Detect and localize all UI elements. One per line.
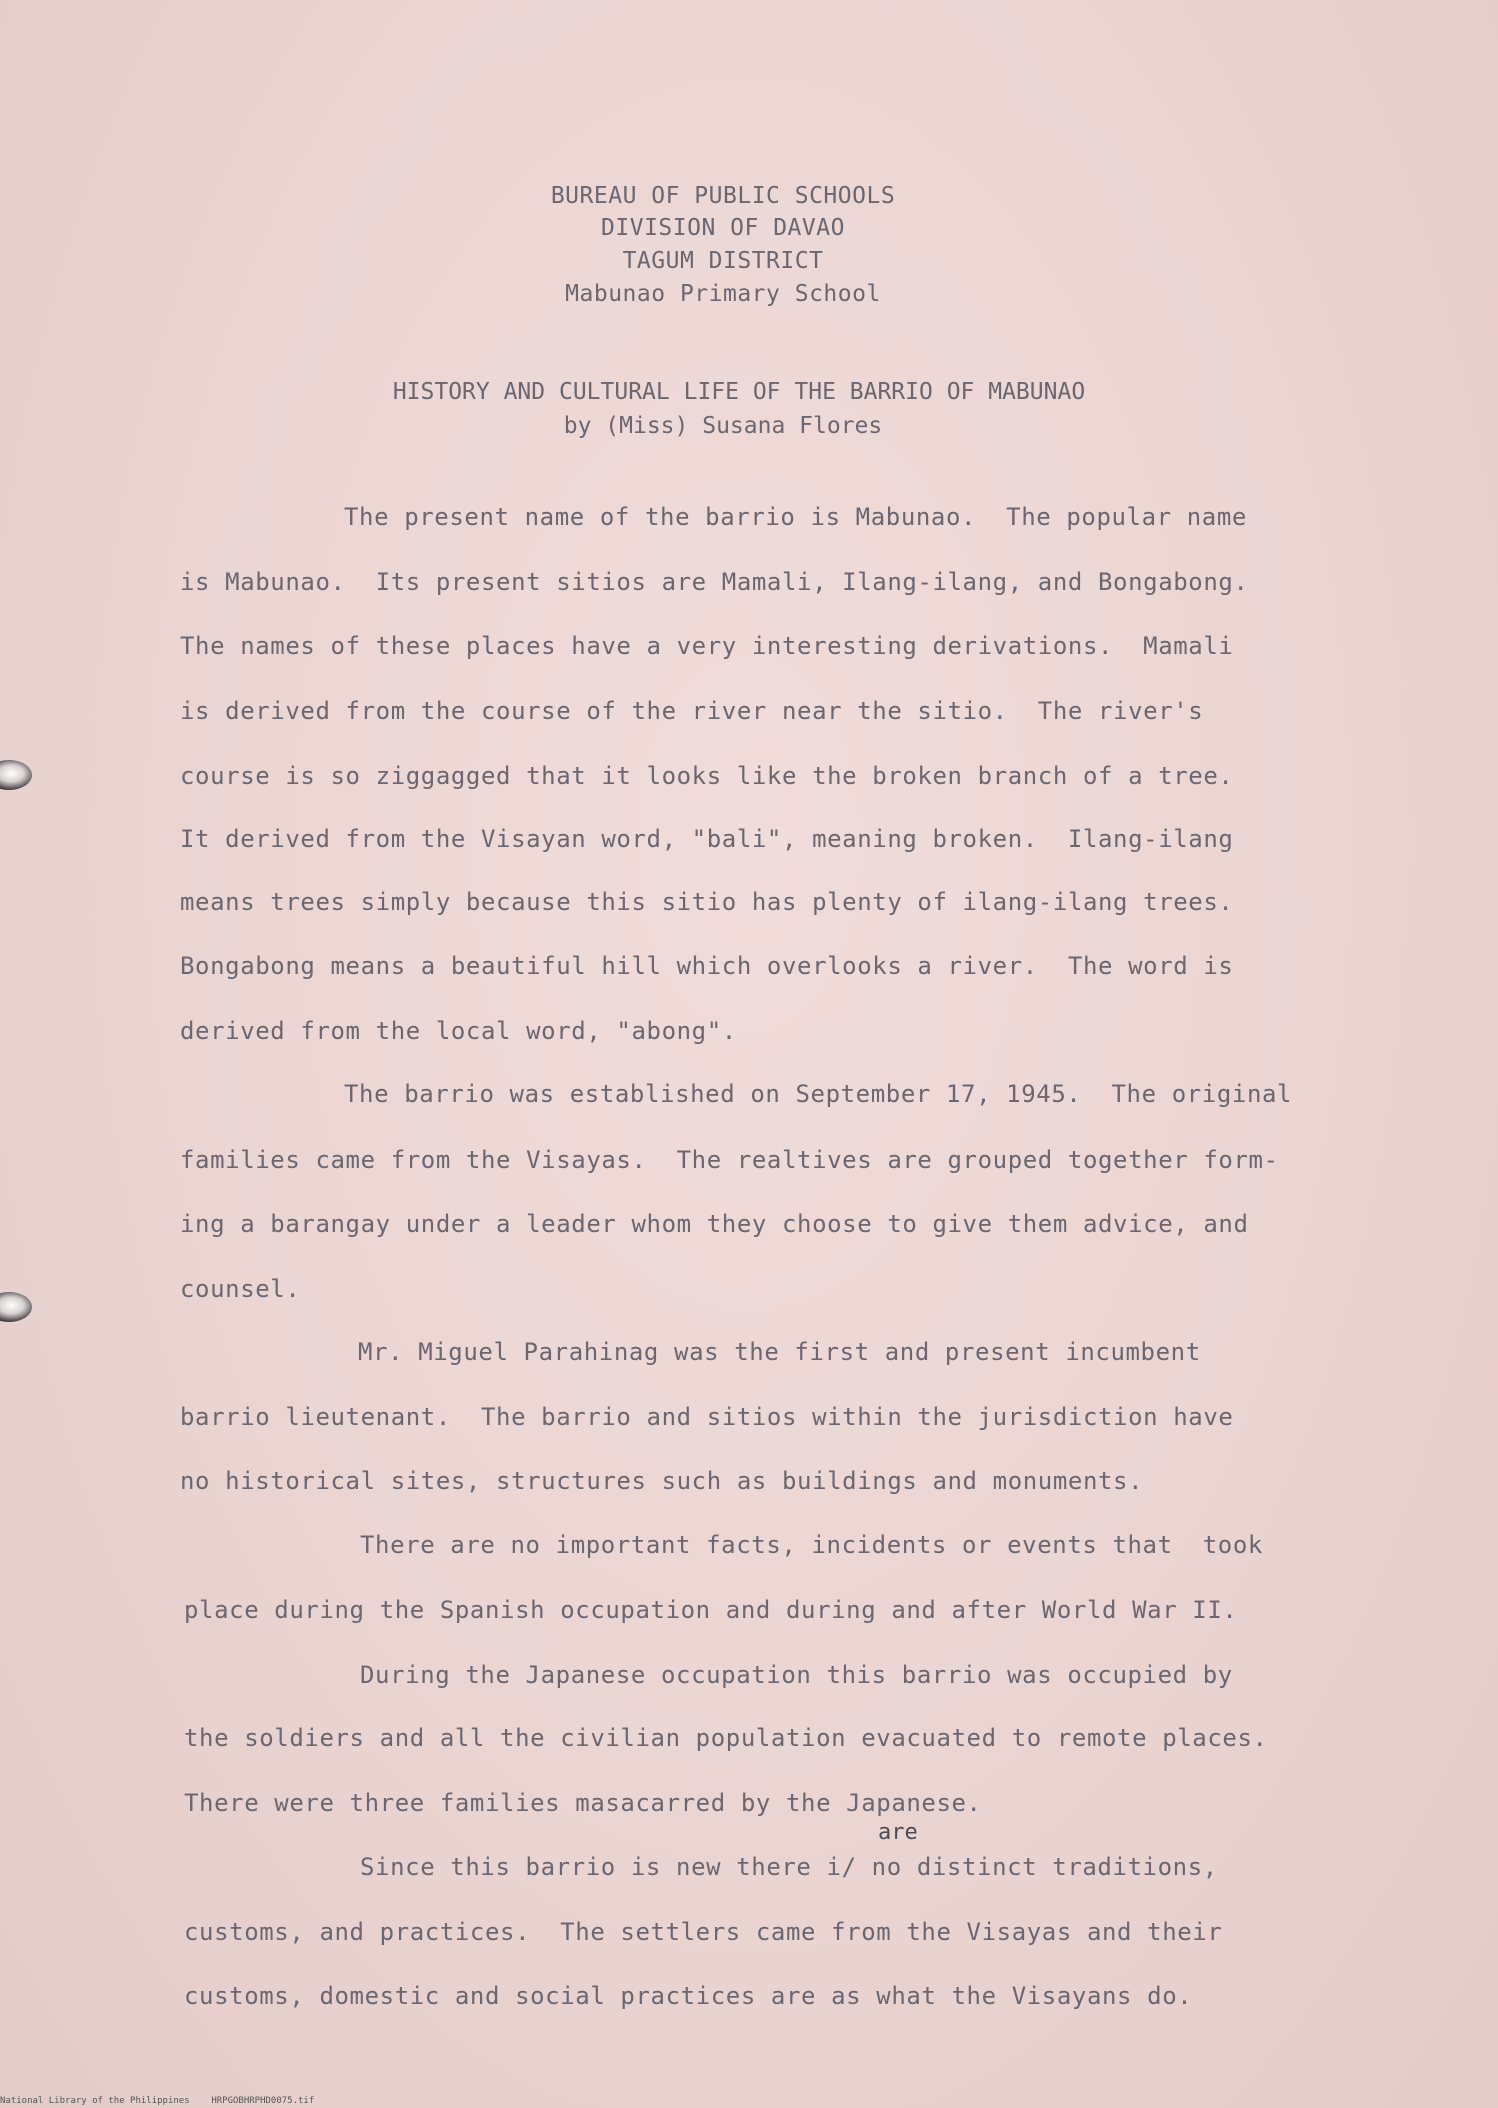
body-line: The present name of the barrio is Mabunao. The popular name: [344, 503, 1247, 531]
body-line: is Mabunao. Its present sitios are Mamali, Ilang-ilang, and Bongabong.: [180, 568, 1249, 596]
body-line: The barrio was established on September 17, 1945. The original: [344, 1080, 1293, 1108]
body-line: The names of these places have a very interesting derivations. Mamali: [180, 632, 1234, 660]
body-line: ing a barangay under a leader whom they choose to give them advice, and: [180, 1210, 1249, 1238]
body-line: During the Japanese occupation this barrio was occupied by: [360, 1661, 1233, 1689]
body-line: counsel.: [180, 1275, 301, 1303]
document-byline: by (Miss) Susana Flores: [563, 413, 883, 439]
body-line: place during the Spanish occupation and during and after World War II.: [184, 1596, 1238, 1624]
header-division: DIVISION OF DAVAO: [601, 215, 845, 241]
archive-footer: National Library of the Philippines HRPGOBHRPHD0075.tif: [0, 2096, 315, 2106]
header-school: Mabunao Primary School: [565, 281, 881, 307]
body-line: course is so ziggagged that it looks like the broken branch of a tree.: [180, 762, 1234, 790]
header-bureau: BUREAU OF PUBLIC SCHOOLS: [550, 183, 896, 209]
body-line: barrio lieutenant. The barrio and sitios within the jurisdiction have: [180, 1403, 1234, 1431]
body-line: Since this barrio is new there i/ no distinct traditions,: [360, 1853, 1218, 1881]
document-title: HISTORY AND CULTURAL LIFE OF THE BARRIO OF MABUNAO: [392, 379, 1086, 405]
body-line: It derived from the Visayan word, "bali", meaning broken. Ilang-ilang: [180, 825, 1234, 853]
punch-hole-top: [0, 760, 32, 790]
body-line: Mr. Miguel Parahinag was the first and present incumbent: [358, 1338, 1201, 1366]
body-line: Bongabong means a beautiful hill which overlooks a river. The word is: [180, 952, 1234, 980]
header-district: TAGUM DISTRICT: [622, 248, 824, 274]
body-line: means trees simply because this sitio has plenty of ilang-ilang trees.: [180, 888, 1234, 916]
body-line: families came from the Visayas. The realtives are grouped together form-: [180, 1146, 1279, 1174]
body-line: customs, and practices. The settlers came from the Visayas and their: [184, 1918, 1223, 1946]
body-line: no historical sites, structures such as buildings and monuments.: [180, 1467, 1144, 1495]
handwritten-insertion: are: [878, 1820, 918, 1845]
body-line: There were three families masacarred by the Japanese.: [184, 1789, 982, 1817]
body-line: customs, domestic and social practices are as what the Visayans do.: [184, 1982, 1193, 2010]
body-line: There are no important facts, incidents or events that took: [360, 1531, 1263, 1559]
punch-hole-bottom: [0, 1292, 32, 1322]
body-line: is derived from the course of the river near the sitio. The river's: [180, 697, 1204, 725]
body-line: derived from the local word, "abong".: [180, 1017, 737, 1045]
body-line: the soldiers and all the civilian population evacuated to remote places.: [184, 1724, 1268, 1752]
